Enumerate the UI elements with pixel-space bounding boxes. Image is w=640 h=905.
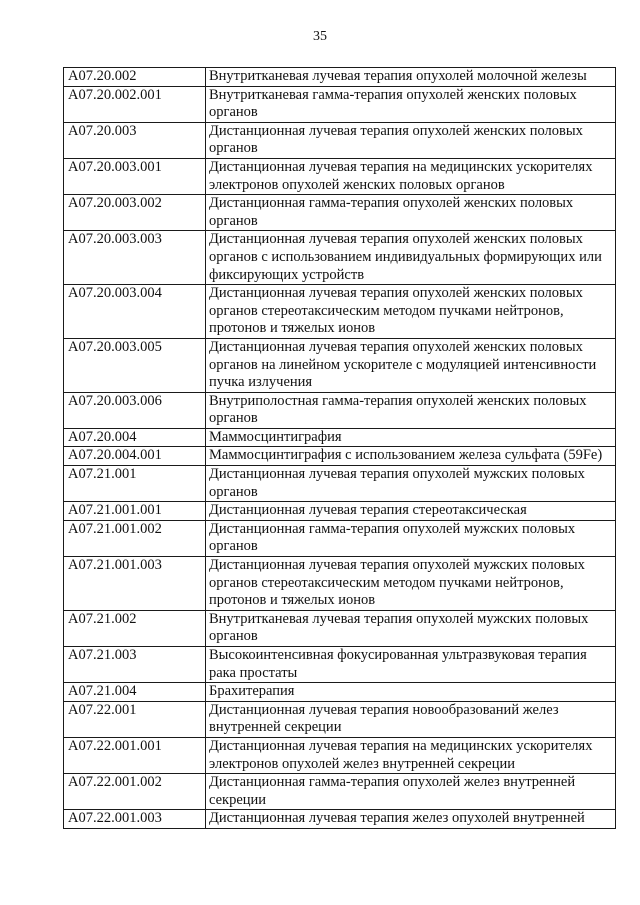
table-row [64,428,616,447]
procedure-code: A07.22.001 [64,701,206,737]
procedure-description: Внутритканевая лучевая терапия опухолей мужских половых органов [206,610,616,646]
procedure-code: A07.20.003.005 [64,338,206,392]
procedure-description: Дистанционная лучевая терапия опухолей мужских половых органов стереотаксическим методом пучками нейтронов, протонов и тяжелых ионов [206,557,616,611]
procedure-description: Дистанционная лучевая терапия опухолей женских половых органов с использованием индивидуальных формирующих или фиксирующих устройств [206,231,616,285]
procedure-description: Дистанционная гамма-терапия опухолей женских половых органов [206,195,616,231]
procedure-code: A07.21.001.003 [64,557,206,611]
procedure-codes-table [63,67,616,829]
table-row [64,683,616,702]
procedure-code: A07.22.001.003 [64,810,206,829]
procedure-code: A07.21.003 [64,647,206,683]
table-row [64,774,616,810]
procedure-description: Внутриполостная гамма-терапия опухолей женских половых органов [206,392,616,428]
procedure-description: Дистанционная гамма-терапия опухолей желез внутренней секреции [206,774,616,810]
procedure-description: Дистанционная лучевая терапия опухолей женских половых органов стереотаксическим методом пучками нейтронов, протонов и тяжелых ионов [206,285,616,339]
procedure-description: Дистанционная лучевая терапия опухолей женских половых органов [206,122,616,158]
table-row [64,610,616,646]
procedure-description: Высокоинтенсивная фокусированная ультразвуковая терапия рака простаты [206,647,616,683]
procedure-code: A07.21.004 [64,683,206,702]
table-row [64,520,616,556]
procedure-code: A07.20.004 [64,428,206,447]
table-row [64,122,616,158]
table-row [64,231,616,285]
procedure-code: A07.20.003.003 [64,231,206,285]
procedure-description: Дистанционная лучевая терапия стереотаксическая [206,502,616,521]
page-number: 35 [313,29,327,44]
table-row [64,701,616,737]
procedure-description: Брахитерапия [206,683,616,702]
table-row [64,68,616,87]
procedure-code: A07.20.002.001 [64,86,206,122]
procedure-code: A07.20.004.001 [64,447,206,466]
procedure-code: A07.20.003.006 [64,392,206,428]
procedure-code: A07.21.001.002 [64,520,206,556]
procedure-code: A07.20.003.001 [64,158,206,194]
procedure-description: Дистанционная лучевая терапия на медицинских ускорителях электронов опухолей женских половых органов [206,158,616,194]
procedure-code: A07.22.001.001 [64,737,206,773]
table-row [64,647,616,683]
procedure-code: A07.21.001 [64,466,206,502]
procedure-code: A07.20.002 [64,68,206,87]
procedure-description: Дистанционная лучевая терапия на медицинских ускорителях электронов опухолей желез внутренней секреции [206,737,616,773]
procedure-description: Дистанционная гамма-терапия опухолей мужских половых органов [206,520,616,556]
table-body [64,68,616,829]
procedure-description: Внутритканевая лучевая терапия опухолей молочной железы [206,68,616,87]
procedure-code: A07.20.003 [64,122,206,158]
procedure-description: Дистанционная лучевая терапия опухолей мужских половых органов [206,466,616,502]
table-row [64,557,616,611]
procedure-description: Внутритканевая гамма-терапия опухолей женских половых органов [206,86,616,122]
table-row [64,466,616,502]
procedure-code: A07.21.001.001 [64,502,206,521]
procedure-description: Дистанционная лучевая терапия желез опухолей внутренней [206,810,616,829]
table-row [64,392,616,428]
procedure-code: A07.21.002 [64,610,206,646]
procedure-description: Дистанционная лучевая терапия новообразований желез внутренней секреции [206,701,616,737]
procedure-description: Маммосцинтиграфия с использованием железа сульфата (59Fe) [206,447,616,466]
table-row [64,502,616,521]
table-row [64,285,616,339]
procedure-code: A07.22.001.002 [64,774,206,810]
procedure-code: A07.20.003.004 [64,285,206,339]
table-row [64,338,616,392]
table-row [64,447,616,466]
table-row [64,810,616,829]
procedure-description: Дистанционная лучевая терапия опухолей женских половых органов на линейном ускорителе с модуляцией интенсивности пучка излучения [206,338,616,392]
table-row [64,737,616,773]
table-row [64,195,616,231]
procedure-description: Маммосцинтиграфия [206,428,616,447]
table-row [64,86,616,122]
procedure-code: A07.20.003.002 [64,195,206,231]
table-row [64,158,616,194]
